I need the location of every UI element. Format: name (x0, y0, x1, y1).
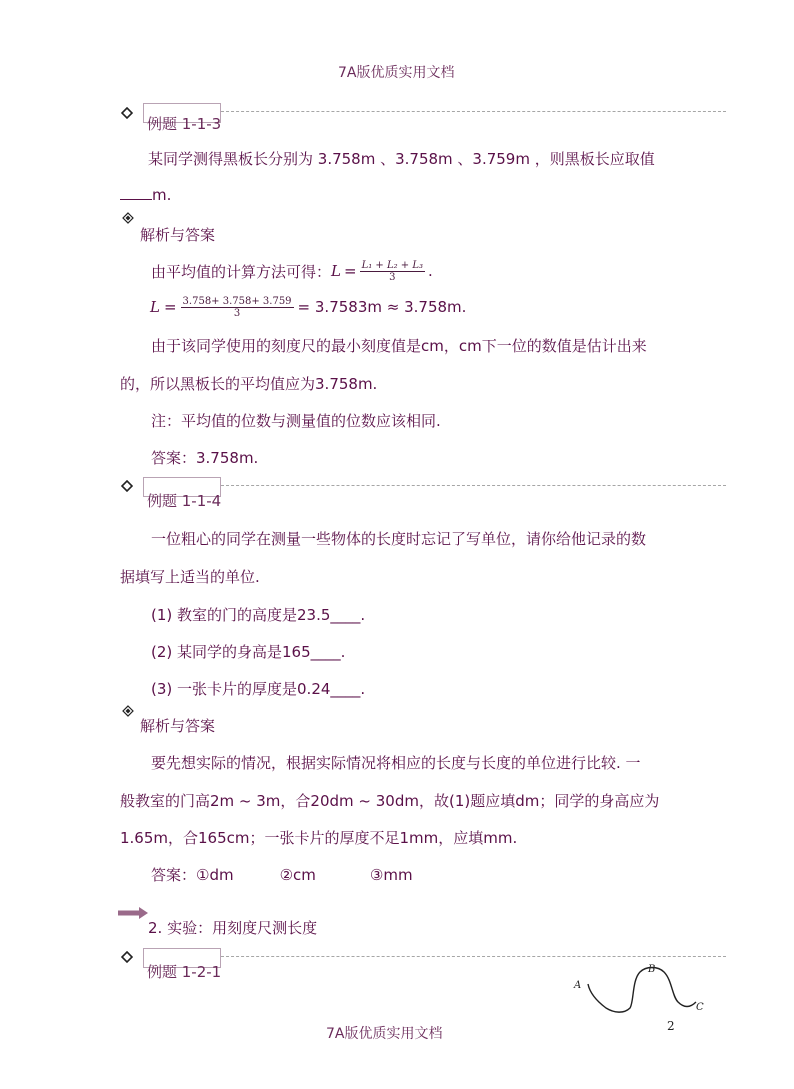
divider-dashed (221, 111, 726, 112)
arrow-right-icon (118, 907, 148, 919)
answer-blank (120, 199, 152, 200)
formula-line-1: 由平均值的计算方法可得： L = $\frac{\text{L₁ + L₂ + L₃}}{3}$ . (151, 259, 433, 283)
fraction: $\frac{\text{L₁ + L₂ + L₃}}{3}$ (361, 259, 423, 283)
example-title: 例题 1-2-1 (147, 963, 222, 981)
label-b: B (648, 964, 656, 975)
explanation-text: 般教室的门高2m ~ 3m，合20dm ~ 30dm，故(1)题应填dm；同学的身高应为 (120, 792, 660, 810)
question-text: 一位粗心的同学在测量一些物体的长度时忘记了写单位，请你给他记录的数 (151, 530, 647, 548)
label-c: C (696, 1002, 704, 1013)
page-header: 7A版优质实用文档 (338, 65, 455, 81)
example-title: 例题 1-1-4 (147, 492, 222, 510)
label-a: A (574, 980, 582, 991)
diamond-bullet-icon (121, 951, 133, 963)
analysis-bullet-icon (122, 212, 134, 224)
fraction: $\frac{3.758+ 3.758+ 3.759}{3}$ (182, 295, 292, 319)
analysis-label: 解析与答案 (140, 717, 216, 735)
page-footer: 7A版优质实用文档 (326, 1026, 443, 1042)
list-item: (2) 某同学的身高是165____. (151, 643, 346, 661)
section-heading: 2. 实验：用刻度尺测长度 (148, 919, 318, 937)
explanation-text: 要先想实际的情况，根据实际情况将相应的长度与长度的单位进行比较. 一 (151, 754, 641, 772)
divider-dashed (221, 485, 726, 486)
list-item: (1) 教室的门的高度是23.5____. (151, 606, 366, 624)
example-title: 例题 1-1-3 (147, 115, 222, 133)
page-number: 2 (667, 1019, 675, 1033)
formula-line-2: L = $\frac{3.758+ 3.758+ 3.759}{3}$ = 3.7583m ≈ 3.758m. (150, 295, 467, 319)
question-text: m. (120, 186, 171, 204)
answer-text: 答案：①dm ②cm ③mm (151, 866, 413, 884)
note-text: 注：平均值的位数与测量值的位数应该相同. (151, 412, 441, 430)
curve-figure (568, 958, 718, 1038)
divider-dashed (221, 956, 726, 957)
question-text: 据填写上适当的单位. (120, 568, 260, 586)
diamond-bullet-icon (121, 480, 133, 492)
question-text: 某同学测得黑板长分别为 3.758m 、3.758m 、3.759m ，则黑板长应取值 (148, 150, 655, 168)
answer-text: 答案：3.758m. (151, 449, 259, 467)
explanation-text: 由于该同学使用的刻度尺的最小刻度值是cm，cm下一位的数值是估计出来 (151, 337, 647, 355)
explanation-text: 的，所以黑板长的平均值应为3.758m. (120, 375, 378, 393)
analysis-bullet-icon (122, 705, 134, 717)
explanation-text: 1.65m，合165cm；一张卡片的厚度不足1mm，应填mm. (120, 829, 518, 847)
diamond-bullet-icon (121, 107, 133, 119)
list-item: (3) 一张卡片的厚度是0.24____. (151, 680, 366, 698)
analysis-label: 解析与答案 (140, 226, 216, 244)
